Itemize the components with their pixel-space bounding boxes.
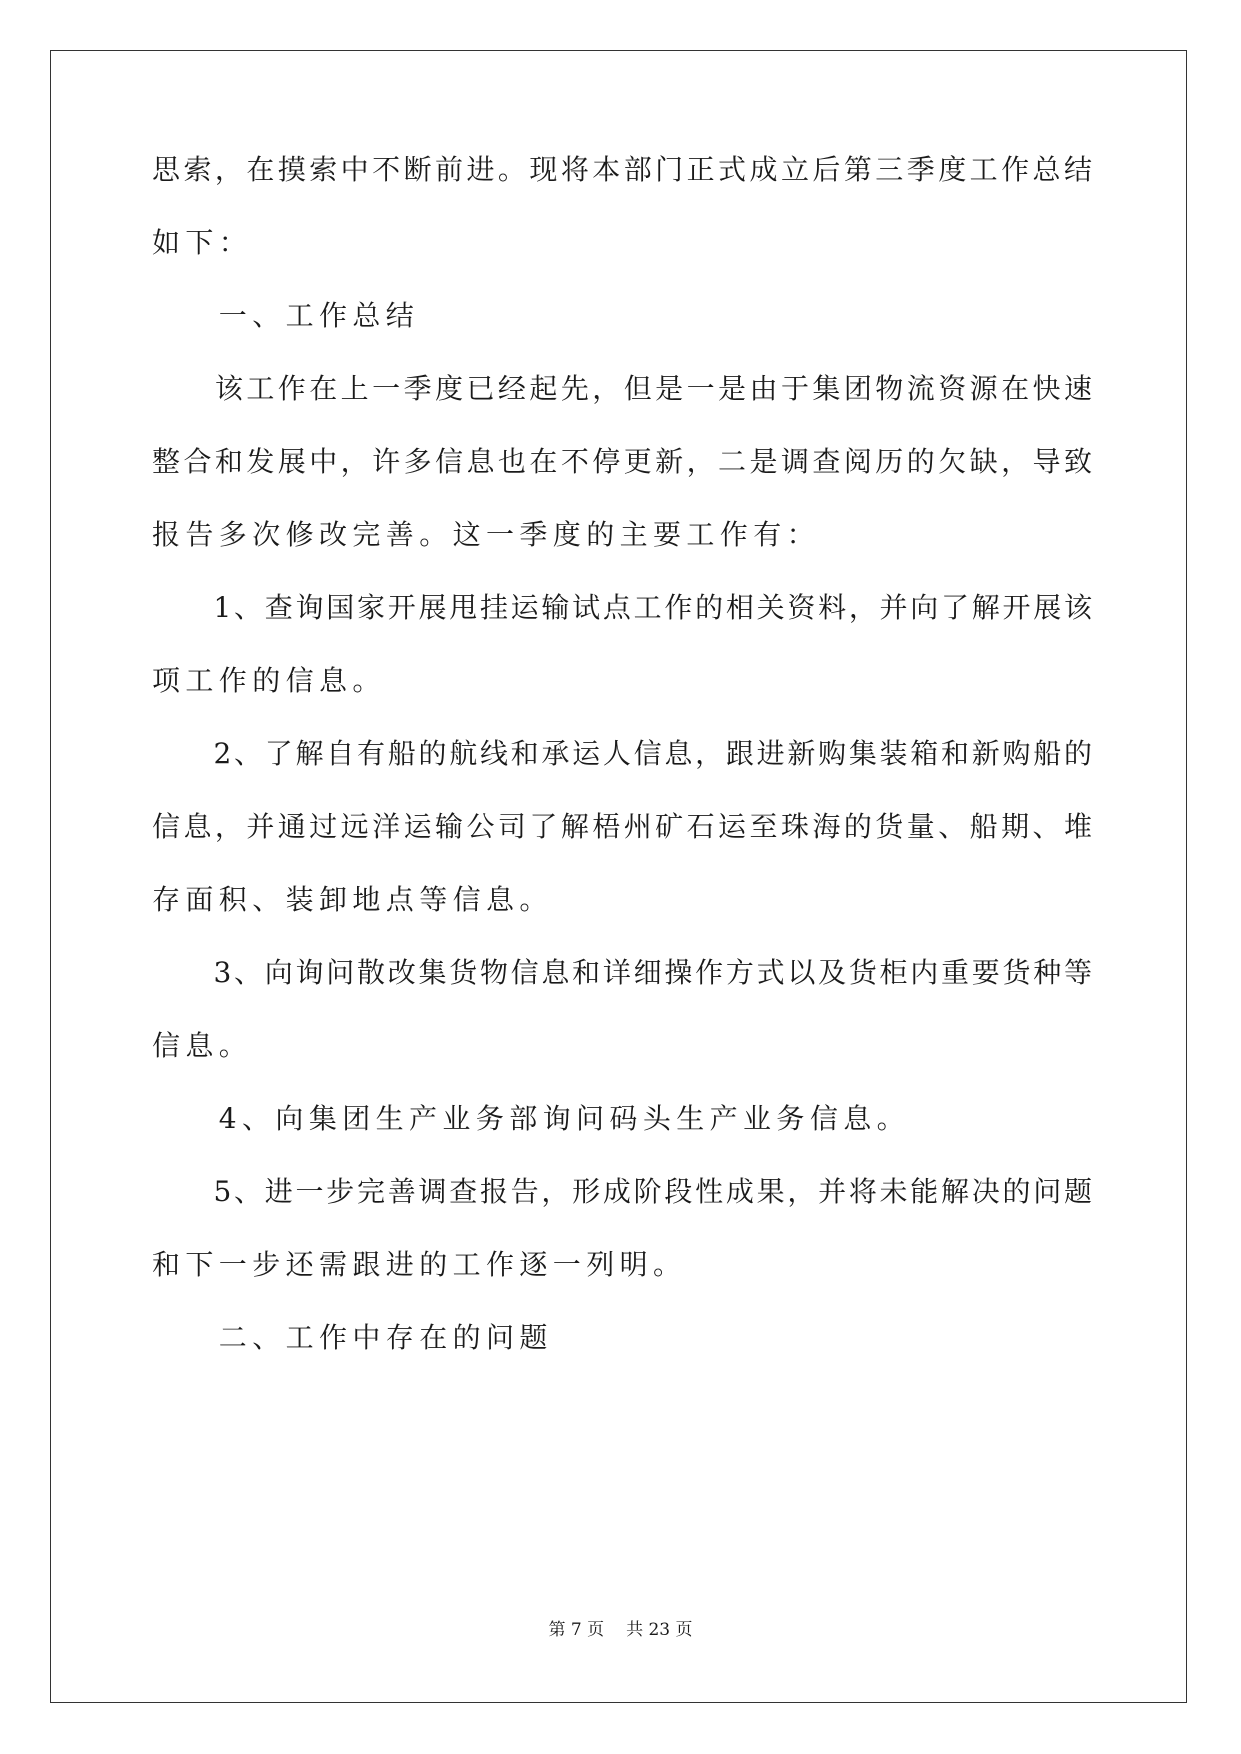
text-line: 思索，在摸索中不断前进。现将本部门正式成立后第三季度工作总结 — [152, 153, 1092, 186]
text-line: 和下一步还需跟进的工作逐一列明。 — [152, 1248, 687, 1281]
text-line: 该工作在上一季度已经起先，但是一是由于集团物流资源在快速 — [152, 372, 1092, 405]
section-heading: 二、工作中存在的问题 — [152, 1321, 553, 1354]
text-line: 项工作的信息。 — [152, 664, 386, 697]
text-line: 1、查询国家开展甩挂运输试点工作的相关资料，并向了解开展该 — [152, 591, 1092, 624]
section-heading: 一、工作总结 — [152, 299, 420, 332]
text-line: 2、了解自有船的航线和承运人信息，跟进新购集装箱和新购船的 — [152, 737, 1092, 770]
text-line: 如下： — [152, 226, 253, 259]
text-line: 3、向询问散改集货物信息和详细操作方式以及货柜内重要货种等 — [152, 956, 1092, 989]
text-line: 信息。 — [152, 1029, 253, 1062]
text-line: 5、进一步完善调查报告，形成阶段性成果，并将未能解决的问题 — [152, 1175, 1092, 1208]
text-line: 4、向集团生产业务部询问码头生产业务信息。 — [152, 1102, 911, 1135]
text-line: 存面积、装卸地点等信息。 — [152, 883, 553, 916]
page-footer — [0, 1618, 1241, 1642]
page-number: 第 7 页 — [548, 1620, 605, 1640]
text-line: 信息，并通过远洋运输公司了解梧州矿石运至珠海的货量、船期、堆 — [152, 810, 1092, 843]
text-line: 报告多次修改完善。这一季度的主要工作有： — [152, 518, 821, 551]
text-line: 整合和发展中，许多信息也在不停更新，二是调查阅历的欠缺，导致 — [152, 445, 1092, 478]
page-total: 共 23 页 — [626, 1620, 693, 1640]
